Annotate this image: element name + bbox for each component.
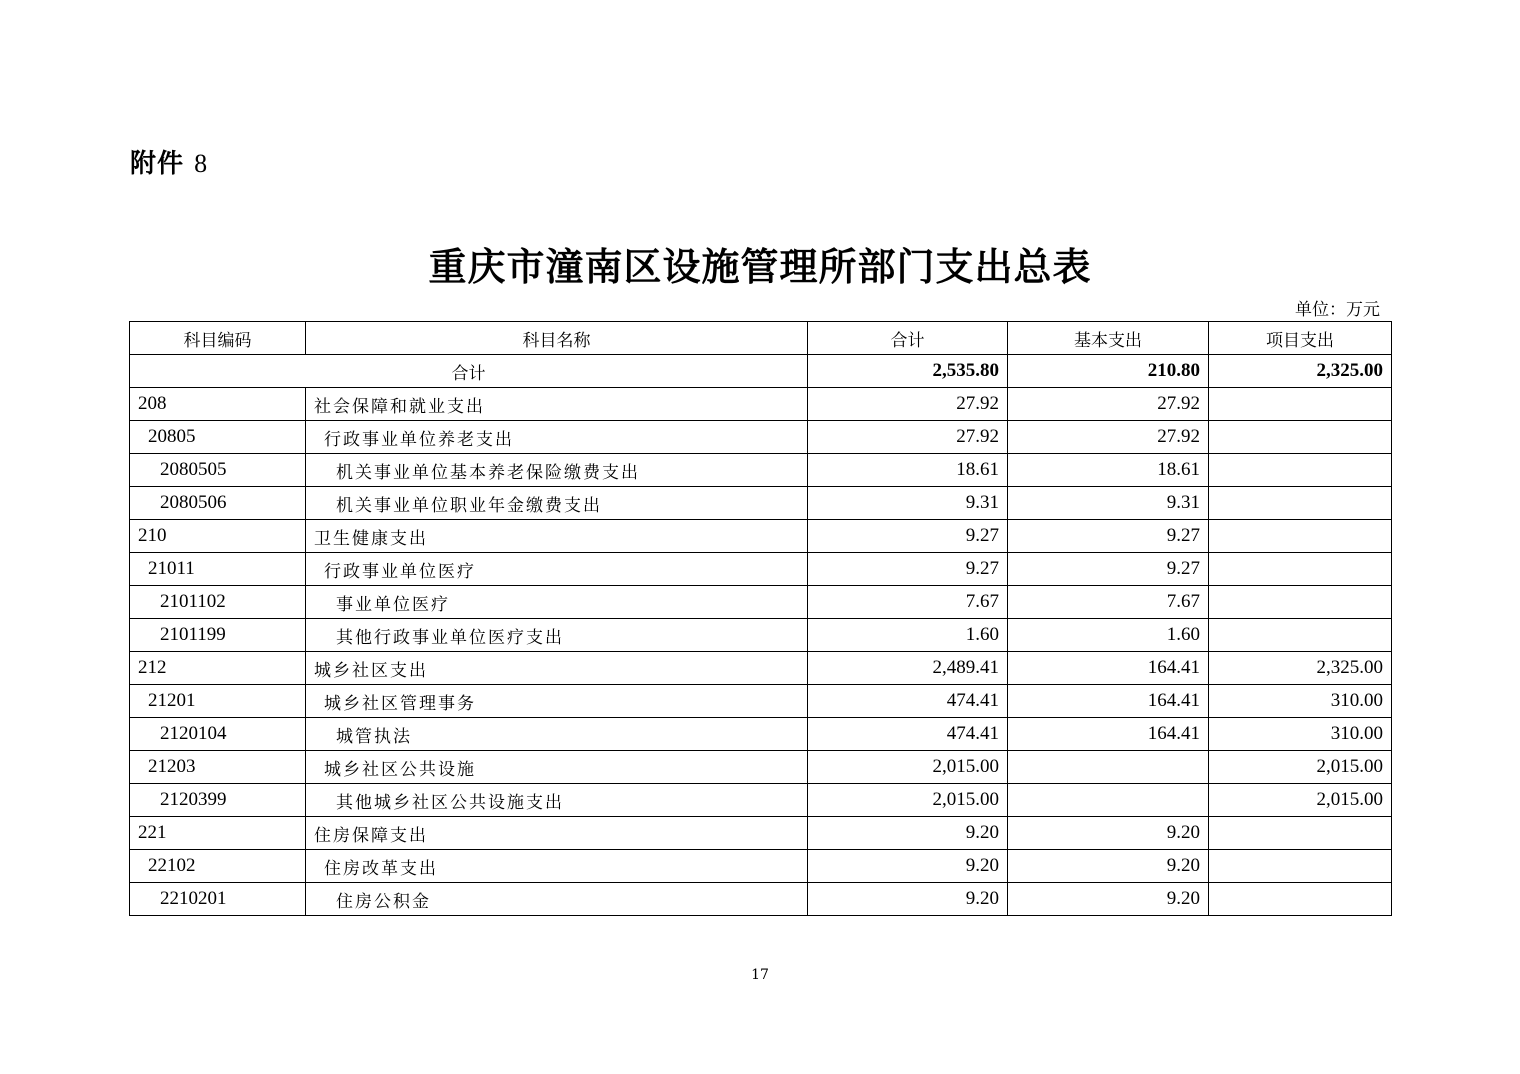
- row-basic: 9.27: [1008, 553, 1209, 586]
- row-name: 事业单位医疗: [306, 586, 808, 619]
- total-label: 合计: [130, 355, 808, 388]
- row-code: 20805: [130, 421, 306, 454]
- row-sum: 1.60: [808, 619, 1008, 652]
- row-name: 住房保障支出: [306, 817, 808, 850]
- row-name: 城管执法: [306, 718, 808, 751]
- expenditure-table: [129, 321, 1392, 916]
- row-sum: 27.92: [808, 388, 1008, 421]
- attachment-number: 8: [194, 149, 209, 178]
- row-name: 住房公积金: [306, 883, 808, 916]
- row-basic: 9.20: [1008, 817, 1209, 850]
- row-project: 2,015.00: [1209, 751, 1392, 784]
- table-row: [130, 520, 1392, 553]
- row-sum: 474.41: [808, 685, 1008, 718]
- row-sum: 9.27: [808, 553, 1008, 586]
- row-sum: 7.67: [808, 586, 1008, 619]
- row-name: 城乡社区公共设施: [306, 751, 808, 784]
- row-project: [1209, 388, 1392, 421]
- row-project: [1209, 454, 1392, 487]
- row-code: 21203: [130, 751, 306, 784]
- total-row: [130, 355, 1392, 388]
- table-header-row: [130, 322, 1392, 355]
- table-row: [130, 619, 1392, 652]
- table-row: [130, 421, 1392, 454]
- page-number: 17: [751, 967, 769, 983]
- row-name: 住房改革支出: [306, 850, 808, 883]
- table-row: [130, 685, 1392, 718]
- row-code: 2101102: [130, 586, 306, 619]
- row-basic: 9.20: [1008, 850, 1209, 883]
- row-sum: 474.41: [808, 718, 1008, 751]
- row-basic: 7.67: [1008, 586, 1209, 619]
- row-sum: 9.20: [808, 850, 1008, 883]
- row-project: 2,325.00: [1209, 652, 1392, 685]
- row-code: 210: [130, 520, 306, 553]
- table-row: [130, 388, 1392, 421]
- row-code: 2120104: [130, 718, 306, 751]
- row-basic: 18.61: [1008, 454, 1209, 487]
- row-name: 城乡社区支出: [306, 652, 808, 685]
- row-name: 城乡社区管理事务: [306, 685, 808, 718]
- row-project: [1209, 850, 1392, 883]
- row-sum: 2,015.00: [808, 784, 1008, 817]
- row-name: 机关事业单位基本养老保险缴费支出: [306, 454, 808, 487]
- row-sum: 27.92: [808, 421, 1008, 454]
- row-project: [1209, 553, 1392, 586]
- table-row: [130, 652, 1392, 685]
- row-basic: 164.41: [1008, 718, 1209, 751]
- row-name: 行政事业单位医疗: [306, 553, 808, 586]
- row-name: 其他行政事业单位医疗支出: [306, 619, 808, 652]
- row-basic: [1008, 751, 1209, 784]
- row-project: 310.00: [1209, 685, 1392, 718]
- table-row: [130, 784, 1392, 817]
- row-code: 2210201: [130, 883, 306, 916]
- row-basic: 27.92: [1008, 388, 1209, 421]
- row-basic: 164.41: [1008, 685, 1209, 718]
- row-code: 2101199: [130, 619, 306, 652]
- row-project: [1209, 883, 1392, 916]
- row-name: 机关事业单位职业年金缴费支出: [306, 487, 808, 520]
- row-sum: 9.20: [808, 883, 1008, 916]
- header-basic: 基本支出: [1008, 322, 1209, 355]
- row-basic: 27.92: [1008, 421, 1209, 454]
- row-project: [1209, 619, 1392, 652]
- total-basic: 210.80: [1008, 355, 1209, 388]
- row-code: 2120399: [130, 784, 306, 817]
- row-basic: 1.60: [1008, 619, 1209, 652]
- table-row: [130, 454, 1392, 487]
- row-project: [1209, 520, 1392, 553]
- header-code: 科目编码: [130, 322, 306, 355]
- row-sum: 9.31: [808, 487, 1008, 520]
- attachment-label: [130, 143, 208, 180]
- row-sum: 18.61: [808, 454, 1008, 487]
- row-name: 卫生健康支出: [306, 520, 808, 553]
- total-project: 2,325.00: [1209, 355, 1392, 388]
- row-basic: 9.31: [1008, 487, 1209, 520]
- row-code: 2080506: [130, 487, 306, 520]
- unit-label: 单位：万元: [1295, 300, 1380, 320]
- row-code: 21011: [130, 553, 306, 586]
- row-basic: [1008, 784, 1209, 817]
- row-sum: 2,489.41: [808, 652, 1008, 685]
- row-sum: 9.27: [808, 520, 1008, 553]
- header-name: 科目名称: [306, 322, 808, 355]
- row-basic: 164.41: [1008, 652, 1209, 685]
- table-row: [130, 553, 1392, 586]
- table-row: [130, 586, 1392, 619]
- row-name: 行政事业单位养老支出: [306, 421, 808, 454]
- row-code: 21201: [130, 685, 306, 718]
- row-project: [1209, 487, 1392, 520]
- table-row: [130, 817, 1392, 850]
- row-code: 22102: [130, 850, 306, 883]
- row-project: [1209, 817, 1392, 850]
- header-sum: 合计: [808, 322, 1008, 355]
- table-row: [130, 883, 1392, 916]
- row-name: 其他城乡社区公共设施支出: [306, 784, 808, 817]
- row-code: 2080505: [130, 454, 306, 487]
- page-title: 重庆市潼南区设施管理所部门支出总表: [428, 245, 1092, 289]
- row-code: 208: [130, 388, 306, 421]
- row-code: 221: [130, 817, 306, 850]
- row-sum: 2,015.00: [808, 751, 1008, 784]
- row-project: [1209, 421, 1392, 454]
- row-basic: 9.27: [1008, 520, 1209, 553]
- table-row: [130, 751, 1392, 784]
- table-row: [130, 487, 1392, 520]
- header-project: 项目支出: [1209, 322, 1392, 355]
- total-sum: 2,535.80: [808, 355, 1008, 388]
- table-row: [130, 850, 1392, 883]
- row-project: [1209, 586, 1392, 619]
- row-project: 310.00: [1209, 718, 1392, 751]
- attachment-text: 附件: [130, 149, 185, 179]
- row-sum: 9.20: [808, 817, 1008, 850]
- row-basic: 9.20: [1008, 883, 1209, 916]
- table-row: [130, 718, 1392, 751]
- row-project: 2,015.00: [1209, 784, 1392, 817]
- row-code: 212: [130, 652, 306, 685]
- row-name: 社会保障和就业支出: [306, 388, 808, 421]
